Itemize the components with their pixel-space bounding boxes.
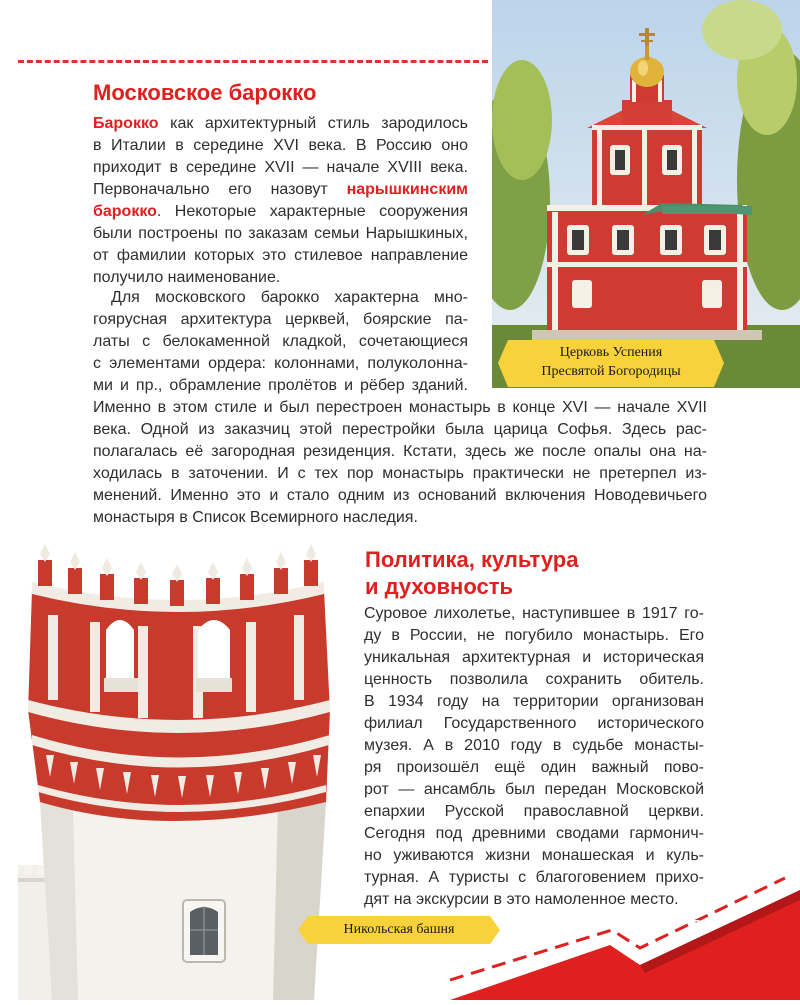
text-line: гоярусная архитектура церквей, боярские па-: [93, 311, 468, 328]
text-line: полагалась её загородная резиденция. Кстати, здесь же после опалы она на-: [93, 443, 707, 460]
paragraph-monastery-history: [93, 397, 707, 529]
text-line: ми и пр., обрамление пролётов и рёбер зданий.: [93, 377, 468, 394]
text-line: филиал Государственного исторического: [364, 715, 704, 732]
text-line: ду в России, не погубило монастырь. Его: [364, 627, 704, 644]
caption-church: [508, 340, 714, 387]
text-line: были построены по заказам семьи Нарышкиных,: [93, 225, 468, 242]
text-line: турная. А туристы с благоговением прихо-: [364, 869, 704, 886]
text-line: Барокко как архитектурный стиль зародилось: [93, 115, 468, 132]
text-line: музея. А в 2010 году в судьбе монасты-: [364, 737, 704, 754]
text-line: дят на экскурсии в это намоленное место.: [364, 891, 679, 908]
corner-ribbon-decoration: [440, 870, 800, 1000]
section-title-moscow-baroque: Московское барокко: [93, 80, 317, 105]
caption-church-line-2: Пресвятой Богородицы: [541, 364, 681, 379]
text-line: Суровое лихолетье, наступившее в 1917 го-: [364, 605, 704, 622]
text-line: в Италии в середине XVI века. В Россию оно: [93, 137, 468, 154]
text-line: менений. Именно это и стало одним из оснований включения Новодевичьего: [93, 487, 707, 504]
page-number: 5: [691, 917, 701, 934]
text-line: монастыря в Список Всемирного наследия.: [93, 509, 418, 526]
text-line: ценность позволила сохранить обитель.: [364, 671, 704, 688]
paragraph-moscow-baroque-features: [93, 287, 468, 397]
text-line: века. Одной из заказчиц этой перестройки была царица Софья. Здесь рас-: [93, 421, 707, 438]
caption-tower: Никольская башня: [308, 916, 490, 944]
church-of-dormition-photo: [492, 0, 800, 388]
text-line: Первоначально его назовут нарышкинским: [93, 181, 468, 198]
text-line: Сегодня под древними сводами гармонич-: [364, 825, 704, 842]
text-line: с элементами ордера: колоннами, полуколонна-: [93, 355, 468, 372]
text-line: получило наименование.: [93, 269, 281, 286]
section-title-politics-culture: [365, 546, 625, 600]
text-line: латы с белокаменной кладкой, сочетающиеся: [93, 333, 468, 350]
text-line: Именно в этом стиле и был перестроен монастырь в конце XVI — начале XVII: [93, 399, 707, 416]
text-line: епархии Русской православной церкви.: [364, 803, 704, 820]
section-title-line-2: и духовность: [365, 574, 513, 599]
text-line: барокко. Некоторые характерные сооружения: [93, 203, 468, 220]
caption-church-line-1: Церковь Успения: [559, 345, 663, 360]
text-line: Для московского барокко характерна мно-: [111, 289, 468, 306]
top-dashed-rule: [18, 60, 488, 63]
text-line: но уживаются жизни монашеская и куль-: [364, 847, 704, 864]
section-title-line-1: Политика, культура: [365, 547, 579, 572]
text-line: от фамилии которых это стилевое направление: [93, 247, 468, 264]
text-line: ходилась в заточении. И с тех пор монастырь практически не претерпел из-: [93, 465, 707, 482]
text-line: приходит в середине XVII — начале XVIII века.: [93, 159, 468, 176]
text-line: рот — ансамбль был передан Московской: [364, 781, 704, 798]
paragraph-baroque-intro: [93, 113, 468, 289]
text-line: ря произошёл ещё один важный пово-: [364, 759, 704, 776]
text-line: уникальная архитектурная и историческая: [364, 649, 704, 666]
nikolskaya-tower-photo: [18, 540, 336, 1000]
text-line: В 1934 году на территории организован: [364, 693, 704, 710]
paragraph-politics-culture: [364, 603, 704, 911]
